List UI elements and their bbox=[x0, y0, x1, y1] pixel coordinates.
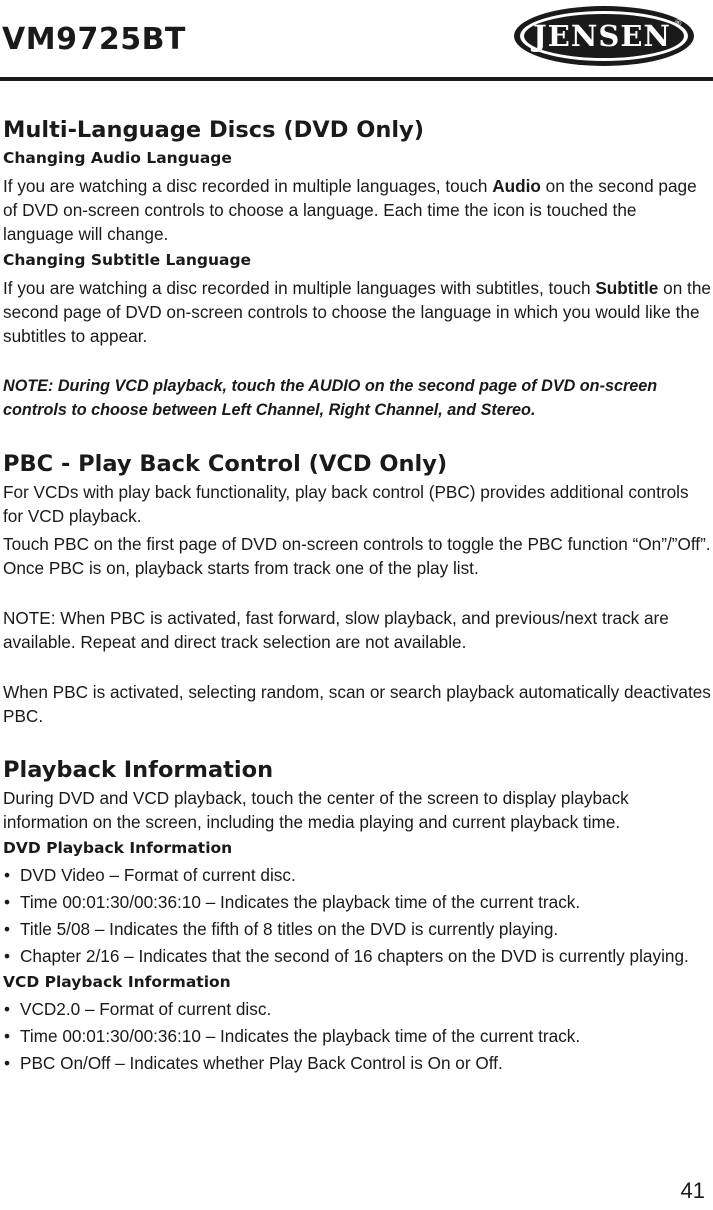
subheading-audio-language: Changing Audio Language bbox=[3, 149, 232, 167]
section-title-playback-info: Playback Information bbox=[3, 757, 274, 783]
multi-language-section bbox=[3, 114, 711, 422]
paragraph-pbc-toggle: Touch PBC on the first page of DVD on-screen controls to toggle the PBC function “On”/”Off”. Once PBC is on, playback starts from track one of the play list. bbox=[3, 534, 711, 578]
paragraph-pbc-intro: For VCDs with play back functionality, play back control (PBC) provides additional controls for VCD playback. bbox=[3, 482, 689, 526]
vcd-info-list bbox=[3, 997, 711, 1075]
list-item: • VCD2.0 – Format of current disc. bbox=[4, 999, 272, 1019]
list-item: • PBC On/Off – Indicates whether Play Back Control is On or Off. bbox=[4, 1053, 503, 1073]
list-item: • Chapter 2/16 – Indicates that the second of 16 chapters on the DVD is currently playing. bbox=[4, 946, 689, 966]
note-vcd-audio: NOTE: During VCD playback, touch the AUDIO on the second page of DVD on-screen controls to choose between Left Channel, Right Channel, and Stereo. bbox=[3, 377, 658, 419]
subheading-vcd-playback: VCD Playback Information bbox=[3, 973, 231, 991]
list-item: • Time 00:01:30/00:36:10 – Indicates the playback time of the current track. bbox=[4, 1026, 581, 1046]
list-item: • Time 00:01:30/00:36:10 – Indicates the playback time of the current track. bbox=[4, 892, 581, 912]
page-number: 41 bbox=[680, 1178, 705, 1203]
paragraph-playback-intro: During DVD and VCD playback, touch the center of the screen to display playback information on the screen, including the media playing and current playback time. bbox=[3, 788, 629, 832]
page-content bbox=[3, 114, 711, 1075]
paragraph-subtitle-language: If you are watching a disc recorded in multiple languages with subtitles, touch Subtitle on the second page of DVD on-screen controls to choose the language in which you would like the subtitles to appear. bbox=[3, 278, 711, 346]
playback-info-section bbox=[3, 754, 711, 1075]
subheading-dvd-playback: DVD Playback Information bbox=[3, 839, 233, 857]
list-item: • DVD Video – Format of current disc. bbox=[4, 865, 296, 885]
logo-wordmark: JENSEN bbox=[533, 19, 671, 53]
registered-mark: ® bbox=[673, 19, 683, 29]
page-header bbox=[0, 0, 713, 82]
section-title-pbc: PBC - Play Back Control (VCD Only) bbox=[3, 451, 448, 477]
subheading-subtitle-language: Changing Subtitle Language bbox=[3, 251, 252, 269]
header-rule bbox=[0, 77, 713, 81]
list-item: • Title 5/08 – Indicates the fifth of 8 titles on the DVD is currently playing. bbox=[4, 919, 559, 939]
pbc-section bbox=[3, 448, 711, 728]
paragraph-pbc-deactivate: When PBC is activated, selecting random, scan or search playback automatically deactivates PBC. bbox=[3, 682, 711, 726]
dvd-info-list bbox=[3, 863, 711, 968]
paragraph-audio-language: If you are watching a disc recorded in multiple languages, touch Audio on the second page of DVD on-screen controls to choose a language. Each time the icon is touched the language will change. bbox=[3, 176, 697, 244]
model-title: VM9725BT bbox=[2, 22, 186, 57]
jensen-logo bbox=[512, 4, 697, 68]
section-title-multi-language: Multi-Language Discs (DVD Only) bbox=[3, 117, 425, 143]
paragraph-pbc-note: NOTE: When PBC is activated, fast forward, slow playback, and previous/next track are available. Repeat and direct track selection are not available. bbox=[3, 608, 669, 652]
